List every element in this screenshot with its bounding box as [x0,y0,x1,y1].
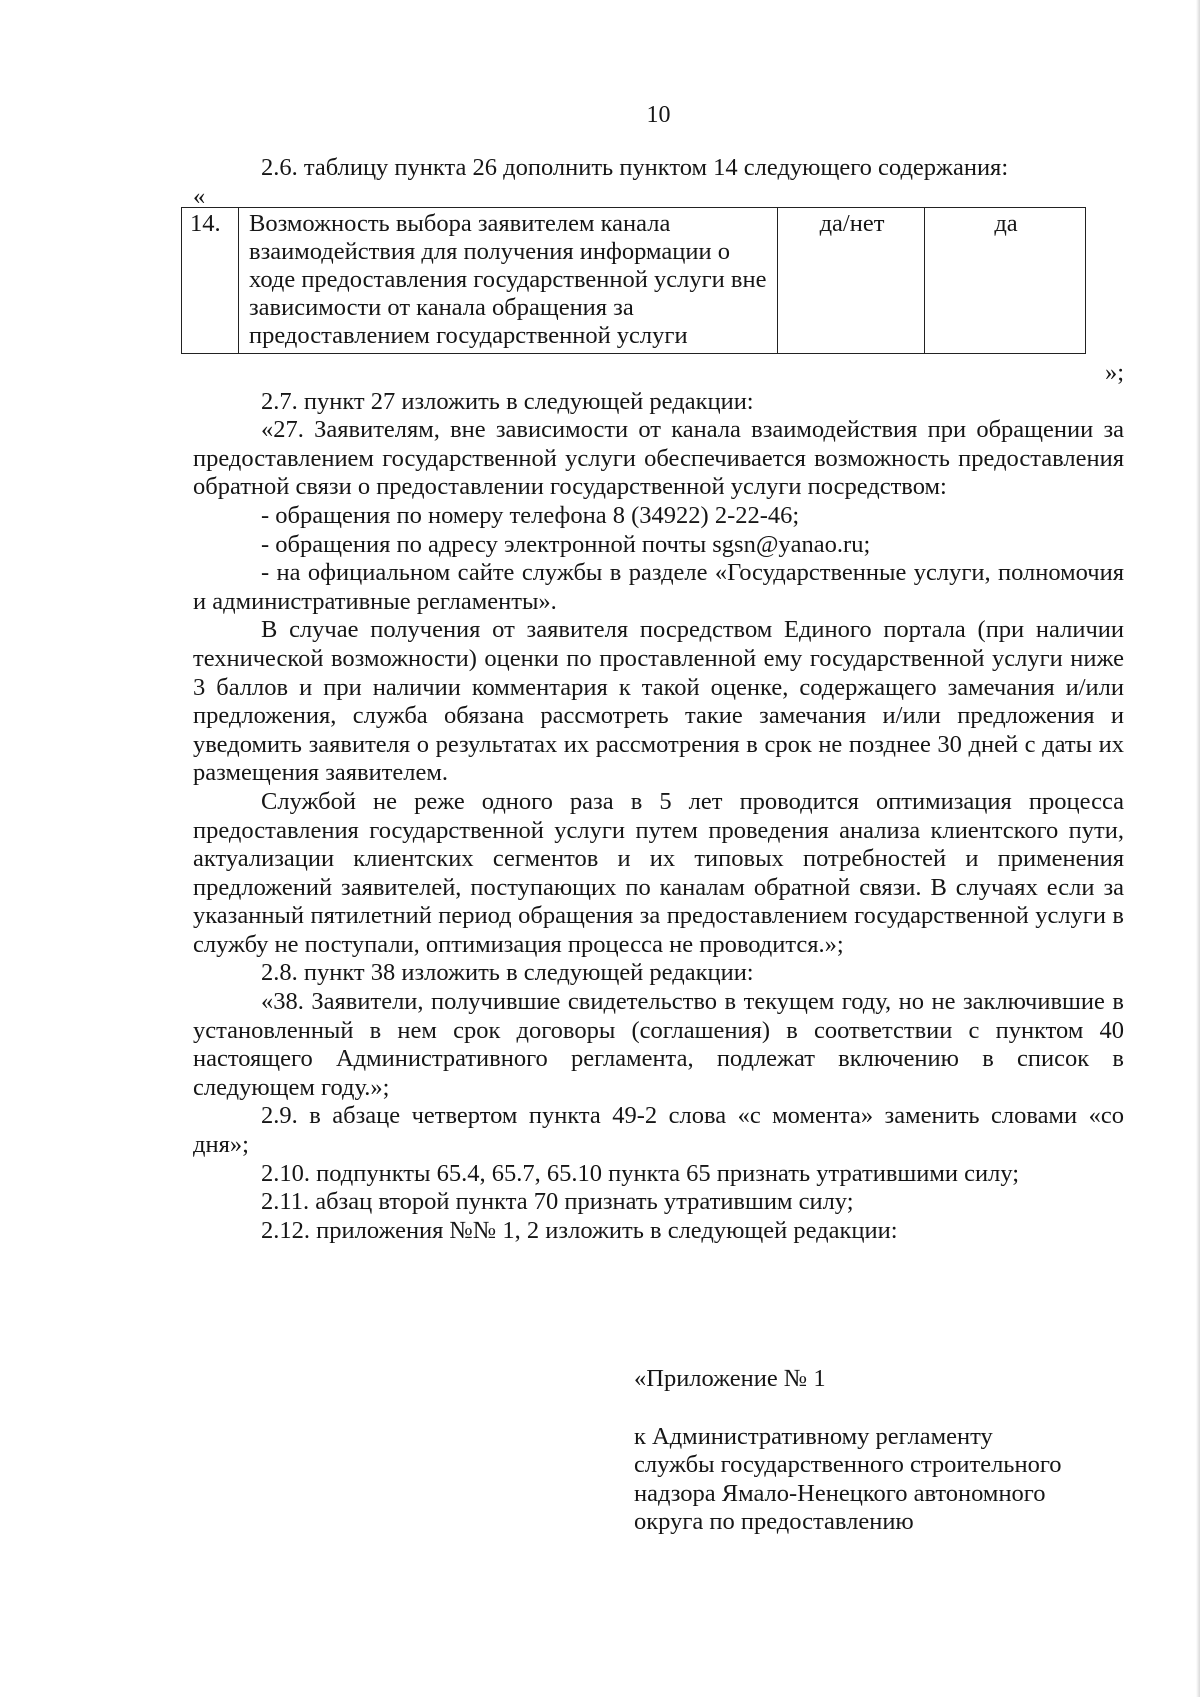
quote-close-mark: »; [1104,358,1124,386]
annex-heading-block [634,1365,1114,1537]
row-value-cell: да [925,207,1086,353]
scan-edge-shadow [1196,0,1200,1697]
annex-line: к Административному регламенту [634,1422,993,1450]
page-number: 10 [646,102,671,128]
feedback-phone-item: - обращения по номеру телефона 8 (34922) 2-22-46; [261,501,800,529]
item-2-11: 2.11. абзац второй пункта 70 признать утратившим силу; [261,1188,854,1216]
feedback-website-item: - на официальном сайте службы в разделе «Государственные услуги, полномочия и административные регламенты». [193,559,1124,615]
annex-line: округа по предоставлению [634,1508,914,1536]
annex-title: «Приложение № 1 [634,1365,826,1392]
feedback-email-item: - обращения по адресу электронной почты sgsn@yanao.ru; [261,530,871,558]
annex-line: надзора Ямало-Ненецкого автономного [634,1479,1046,1507]
annex-spacer [634,1394,1114,1423]
document-body [190,154,1124,1245]
row-unit-cell: да/нет [778,207,925,353]
item-2-10: 2.10. подпункты 65.4, 65.7, 65.10 пункта 65 признать утратившими силу; [261,1159,1020,1187]
annex-line: службы государственного строительного [634,1451,1062,1479]
optimization-paragraph: Службой не реже одного раза в 5 лет проводится оптимизация процесса предоставления государственной услуги путем проведения анализа клиентского пути, актуализации клиентских сегментов и их типовых потребностей и применения предложений заявителей, поступающих по каналам обратной связи. В случаях если за указанный пятилетний период обращения за предоставлением государственной услуги в службу не поступали, оптимизация процесса не проводится.»; [193,787,1124,958]
table-row [182,207,1086,353]
row-number-cell: 14. [182,207,239,353]
item-2-6: 2.6. таблицу пункта 26 дополнить пунктом 14 следующего содержания: [261,154,1009,181]
item-2-12: 2.12. приложения №№ 1, 2 изложить в следующей редакции: [261,1216,898,1244]
clause-38-text: «38. Заявители, получившие свидетельство в текущем году, но не заключившие в установленный в нем срок договоры (соглашения) в соответствии с пунктом 40 настоящего Административного регламента, подлежат включению в список в следующем году.»; [193,988,1124,1101]
item-2-9: 2.9. в абзаце четвертом пункта 49-2 слова «с момента» заменить словами «со дня»; [193,1102,1124,1159]
item-2-8: 2.8. пункт 38 изложить в следующей редакции: [261,959,754,987]
amendment-table [181,207,1086,354]
quote-open-mark: « [193,182,206,210]
clause-27-text: «27. Заявителям, вне зависимости от канала взаимодействия при обращении за предоставлением государственной услуги обеспечивается возможность предоставления обратной связи о предоставлении государственной услуги посредством: [193,416,1124,501]
row-description-cell: Возможность выбора заявителем канала взаимодействия для получения информации о ходе предоставления государственной услуги вне зависимости от канала обращения за предоставлением государственной услуги [239,207,778,353]
item-2-7: 2.7. пункт 27 изложить в следующей редакции: [261,387,754,415]
portal-rating-paragraph: В случае получения от заявителя посредством Единого портала (при наличии технической возможности) оценки по проставленной ему государственной услуги ниже 3 баллов и при наличии комментария к такой оценке, содержащего замечания и/или предложения, служба обязана рассмотреть такие замечания и/или предложения и уведомить заявителя о результатах их рассмотрения в срок не позднее 30 дней с даты их размещения заявителем. [193,616,1124,787]
